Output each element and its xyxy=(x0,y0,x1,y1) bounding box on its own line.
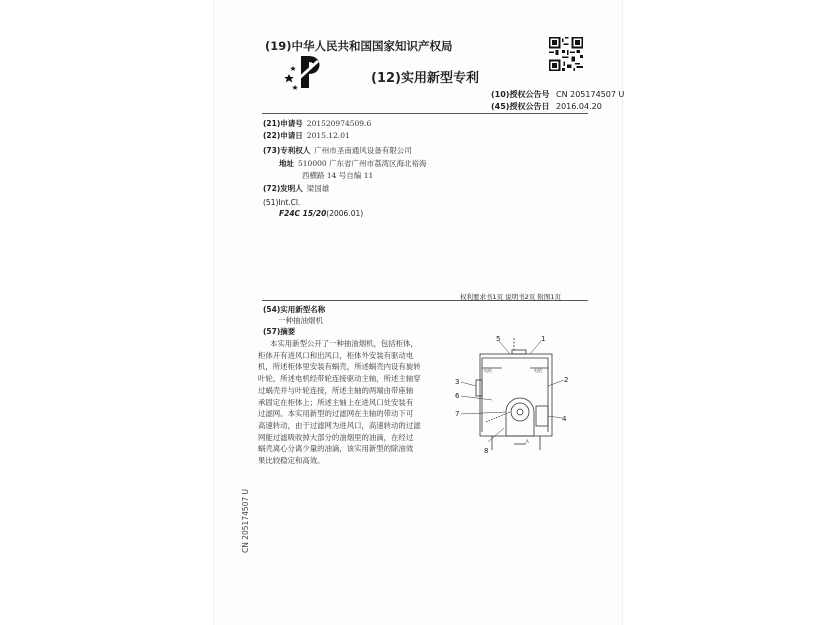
int-cl-code: F24C 15/20(2006.01) xyxy=(279,209,364,218)
figure-box-text: 电机 xyxy=(484,368,492,373)
title-label: (54)实用新型名称 xyxy=(263,305,326,314)
figure-label: 3 xyxy=(455,378,460,386)
header-rule xyxy=(262,113,588,114)
cnipa-logo-icon xyxy=(283,52,325,94)
abstract-text xyxy=(258,338,436,467)
publication-date: (45)授权公告日 2016.04.20 xyxy=(491,102,602,111)
range-hood-drawing xyxy=(452,332,582,457)
application-date: (22)申请日 2015.12.01 xyxy=(263,131,350,140)
abstract-line: 蜗壳离心分离少量的油滴，该实用新型的除油效 xyxy=(258,444,414,454)
abstract-label: (57)摘要 xyxy=(263,327,296,336)
int-cl-label: (51)Int.Cl. xyxy=(263,198,301,207)
abstract-line: 叶轮，所述电机经带轮连接驱动主轴，所述主轴穿 xyxy=(258,374,421,384)
figure-label: 2 xyxy=(564,376,569,384)
abstract-line: 网能过滤吸收掉大部分的油烟里的油滴，在经过 xyxy=(258,432,414,442)
patent-owner: (73)专利权人 广州市圣南通风设备有限公司 xyxy=(263,146,412,155)
abstract-line: 承固定在柜体上；所述主轴上在进风口处安装有 xyxy=(258,397,414,407)
office-name: (19)中华人民共和国国家知识产权局 xyxy=(265,39,453,53)
owner-address-line2: 西横路 14 号自编 11 xyxy=(302,171,374,180)
figure-label: 4 xyxy=(562,415,567,423)
patent-kind: (12)实用新型专利 xyxy=(371,71,479,86)
abstract-line: 本实用新型公开了一种抽油烟机，包括柜体， xyxy=(270,339,418,348)
figure-box-text: 电机 xyxy=(534,368,542,373)
abstract-line: 果比较稳定和高效。 xyxy=(258,456,325,466)
figure-label: 5 xyxy=(496,335,501,343)
abstract-line: 柜体开有进风口和出风口，柜体外安装有驱动电 xyxy=(258,350,414,360)
figure-arrow-label: A xyxy=(526,439,529,444)
inventor: (72)发明人 梁国雄 xyxy=(263,184,330,193)
side-publication-code: CN 205174507 U xyxy=(241,488,250,553)
abstract-line: 高速转动，由于过滤网为进风口，高速转动的过滤 xyxy=(258,420,421,430)
abstract-line: 过滤网。本实用新型的过滤网在主轴的带动下可 xyxy=(258,409,414,419)
section-rule xyxy=(262,300,588,301)
utility-model-title: 一种抽油烟机 xyxy=(278,316,323,325)
figure-label: 6 xyxy=(455,392,460,400)
abstract-line: 机，所述柜体里安装有蜗壳，所述蜗壳内设有旋转 xyxy=(258,362,421,372)
application-number: (21)申请号 201520974509.6 xyxy=(263,119,372,128)
publication-number: (10)授权公告号 CN 205174507 U xyxy=(491,90,625,99)
abstract-line: 过蜗壳并与叶轮连接，所述主轴的两端由带座轴 xyxy=(258,385,414,395)
figure-label: 1 xyxy=(541,335,546,343)
figure-label: 8 xyxy=(484,447,489,455)
page-counts: 权利要求书1页 说明书2页 附图1页 xyxy=(460,293,562,301)
figure-label: 7 xyxy=(455,410,460,418)
owner-address: 地址 510000 广东省广州市荔湾区海北裕海 xyxy=(279,159,427,168)
qr-code-icon xyxy=(549,37,583,71)
